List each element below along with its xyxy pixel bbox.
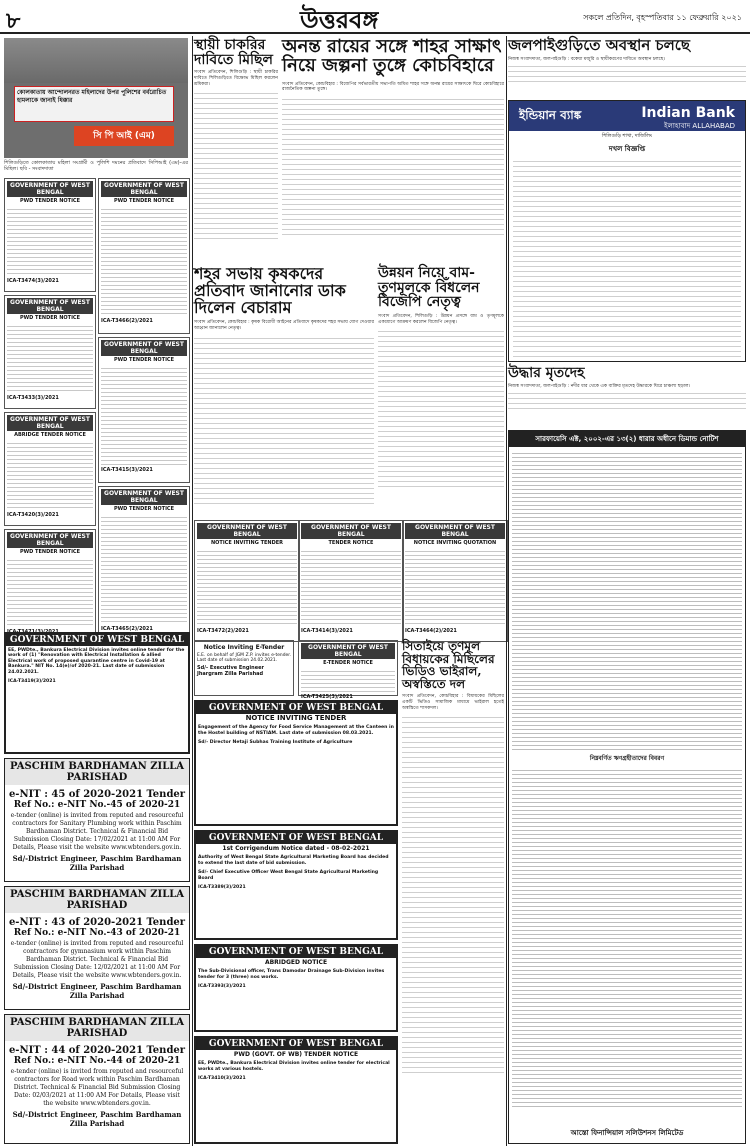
story-body: সংবাদ প্রতিবেদন, কোচবিহার : বিজেপির সর্বভারতীয় সভাপতি অমিত শাহর সঙ্গে অনন্ত রায়ের সাক্ষাৎকে ঘিরে কোচবিহারে রাজনৈতিক জল্পনা তুঙ্গে। xyxy=(282,81,504,93)
headline: শহর সভায় কৃষকদের প্রতিবাদ জানানোর ডাক দিলেন বেচারাম xyxy=(194,264,346,317)
zilla-parishad-notice-2: PASCHIM BARDHAMAN ZILLA PARISHAD e-NIT : 43 of 2020-2021 Tender Ref No.: e-NIT No.-43 of 2020-21 e-tender (online) is invited from reputed and resourceful contractors for gymnasium work within Paschim Bardhaman District. Technical & Financial Bid Submission Closing Date: 12/02/2021 at 11:00 AM For Details, Please visit the website www.wbtenders.gov.in. Sd/-District Engineer, Paschim Bardhaman Zilla Parishad xyxy=(4,886,190,1010)
story-jalpaiguri xyxy=(508,38,746,96)
story-farmers xyxy=(194,266,374,516)
sarfaesi-notice: সারফায়েসি এক্ট, ২০০২-এর ১৩(২) ধারার অধীনে ডিমান্ড নোটিশ নিম্নবর্ণিত ঋণগ্রহীতাদের বিবরণ আস্তো ফিনান্সিয়াল সলিউশনস লিমিটেড xyxy=(508,430,746,1144)
headline: অনন্ত রায়ের সঙ্গে শাহর সাক্ষাৎ নিয়ে জল্পনা তুঙ্গে কোচবিহারে xyxy=(282,36,502,76)
banner: কোলকাতায় আন্দোলনরত মহিলাদের উপর পুলিশের বর্বরোচিত হামলাকে জানাই ধিক্কার xyxy=(14,86,174,122)
story-text-lines xyxy=(378,327,504,487)
notice-title: সারফায়েসি এক্ট, ২০০২-এর ১৩(২) ধারার অধীনে ডিমান্ড নোটিশ xyxy=(509,431,745,447)
headline: উন্নয়ন নিয়ে বাম-তৃণমূলকে বিঁধলেন বিজেপি নেতৃত্ব xyxy=(378,265,480,311)
zilla-parishad-notice-3: PASCHIM BARDHAMAN ZILLA PARISHAD e-NIT : 44 of 2020-2021 Tender Ref No.: e-NIT No.-44 of 2020-21 e-tender (online) is invited from reputed and resourceful contractors for Road work within Paschim Bardhaman District. Technical & Financial Bid Submission Closing Date: 02/03/2021 at 11:00 AM For Details, Please visit the website www.wbtenders.gov.in. Sd/-District Engineer, Paschim Bardhaman Zilla Parishad xyxy=(4,1014,190,1144)
story-body: সংবাদ প্রতিবেদন, শিলিগুড়ি : স্থায়ী চাকরির দাবিতে শিলিগুড়িতে বিক্ষোভ মিছিল করলেন শ্রমিকরা। xyxy=(194,70,278,87)
story-body: নিজস্ব সংবাদদাতা, জলপাইগুড়ি : নদীর ধার থেকে এক ব্যক্তির মৃতদেহ উদ্ধারকে ঘিরে চাঞ্চল্য ছড়াল। xyxy=(508,383,691,389)
gov-notice-bankura: GOVERNMENT OF WEST BENGAL EE, PWDte., Bankura Electrical Division invites online tender for the work of (1) "Renovation with Electrical Installation & allied Electrical work of proposed quarantine centre in Covid-19 at Bankura." NIT No. 14(e)/of 2020-21. Last date of submission 24.02.2021. ICA-T3419(3)/2021 xyxy=(4,632,190,754)
tender-notice: GOVERNMENT OF WEST BENGAL PWD TENDER NOTICE ICA-T3474(3)/2021 xyxy=(4,178,96,292)
story-body: সংবাদ প্রতিবেদন, কোচবিহার : বিধায়কের মিছিলের একটি ভিডিও সামাজিক মাধ্যমে ভাইরাল হতেই অস্বস্তিতে শাসকদল। xyxy=(402,694,504,711)
notice-text-lines xyxy=(513,157,741,357)
story-text-lines xyxy=(508,62,746,86)
photo-caption: শিলিগুড়িতে কোলকাতায় মহিলা সংগ্রামী ও পুলিশি দমনের প্রতিবাদে সিপিআই (এম)-এর মিছিল। ছবি - সংবাদদাতা xyxy=(4,160,188,172)
protest-photo xyxy=(4,38,188,158)
tender-notice: GOVERNMENT OF WEST BENGAL NOTICE INVITING QUOTATION ICA-T3464(2)/2021 xyxy=(402,520,508,642)
story-body: সংবাদ প্রতিবেদন, কোচবিহার : কৃষক বিরোধী আইনের প্রতিবাদে কৃষকদের শহর সভায় যোগ দেওয়ার আহ্বান জানালেন নেতৃত্ব। xyxy=(194,320,374,331)
notice-text-lines-2 xyxy=(512,767,742,1107)
notice-text-lines xyxy=(512,450,742,750)
story-development xyxy=(378,266,504,516)
company-name: আস্তো ফিনান্সিয়াল সলিউশনস লিমিটেড xyxy=(570,1129,684,1137)
gov-notice-nstiam: GOVERNMENT OF WEST BENGAL NOTICE INVITING TENDER Engagement of the Agency for Food Service Management at the Canteen in the Hostel building of NSTIAM. Last date of submission 08.03.2021. Sd/- Director Netaji Subhas Training Institute of Agriculture xyxy=(194,700,398,826)
headline: স্থায়ী চাকরির দাবিতে মিছিল xyxy=(194,37,273,68)
gov-notice-corrigendum: GOVERNMENT OF WEST BENGAL 1st Corrigendum Notice dated - 08-02-2021 Authority of West Bengal State Agricultural Marketing Board has decided to extend the last date of bid submission. Sd/- Chief Executive Officer West Bengal State Agricultural Marketing Board ICA-T3389(3)/2021 xyxy=(194,830,398,940)
section-title: উত্তরবঙ্গ xyxy=(300,5,379,34)
story-text-lines xyxy=(402,713,504,1073)
story-text-lines xyxy=(194,334,374,504)
story-text-lines xyxy=(282,95,504,235)
story-body: সংবাদ প্রতিবেদন, শিলিগুড়ি : উন্নয়ন প্রসঙ্গে বাম ও তৃণমূলকে একযোগে আক্রমণ করলেন বিজেপি নেতৃত্ব। xyxy=(378,314,504,325)
story-permanent-job xyxy=(194,38,278,260)
e-tender-notice: Notice Inviting E-Tender E.E. on behalf of JGM Z.P. invites e-tender. Last date of submission 24.02.2021. Sd/- Executive Engineer Jhargram Zilla Parishad xyxy=(194,640,294,696)
story-body-found xyxy=(508,366,746,426)
story-body: নিজস্ব সংবাদদাতা, জলপাইগুড়ি : বকেয়া মজুরি ও স্থায়ীকরণের দাবিতে অবস্থান চলছে। xyxy=(508,56,666,62)
tender-notice: GOVERNMENT OF WEST BENGAL E-TENDER NOTICE ICA-T3425(3)/2021 xyxy=(298,640,398,696)
tender-notice: GOVERNMENT OF WEST BENGAL NOTICE INVITING TENDER ICA-T3472(2)/2021 xyxy=(194,520,300,642)
tender-notice: GOVERNMENT OF WEST BENGAL ABRIDGE TENDER NOTICE ICA-T3420(3)/2021 xyxy=(4,412,96,526)
tender-notice: GOVERNMENT OF WEST BENGAL TENDER NOTICE ICA-T3414(3)/2021 xyxy=(298,520,404,642)
gov-notice-pwd: GOVERNMENT OF WEST BENGAL PWD (GOVT. OF WB) TENDER NOTICE EE, PWDte., Bankura Electrical Division invites online tender for electrical works at various hostels. ICA-T3410(3)/2021 xyxy=(194,1036,398,1144)
story-video-viral xyxy=(402,640,504,1144)
banner-party: সি পি আই (এম) xyxy=(74,126,174,146)
masthead xyxy=(0,0,750,34)
column-rule xyxy=(506,36,507,1146)
headline: উদ্ধার মৃতদেহ xyxy=(508,365,585,381)
tender-notice: GOVERNMENT OF WEST BENGAL PWD TENDER NOTICE ICA-T3415(3)/2021 xyxy=(98,337,190,483)
crowd xyxy=(4,38,188,83)
bank-header: ইন্ডিয়ান ব্যাঙ্ক Indian Bank ইলাহাবাদ ALLAHABAD xyxy=(509,101,745,131)
gov-notice-abridged: GOVERNMENT OF WEST BENGAL ABRIDGED NOTICE The Sub-Divisional officer, Trans Damodar Drainage Sub-Division invites tender for 3 (three) nos works. ICA-T3393(3)/2021 xyxy=(194,944,398,1032)
bank-notice: ইন্ডিয়ান ব্যাঙ্ক Indian Bank ইলাহাবাদ ALLAHABAD শিলিগুড়ি শাখা, দার্জিলিং দখল বিজ্ঞপ্তি xyxy=(508,100,746,362)
zilla-parishad-notice-1: PASCHIM BARDHAMAN ZILLA PARISHAD e-NIT : 45 of 2020-2021 Tender Ref No.: e-NIT No.-45 of 2020-21 e-tender (online) is invited from reputed and resourceful contractors for Sanitary Plumbing work within Paschim Bardhaman District. Technical & Financial Bid Submission Closing Date: 17/02/2021 at 11:00 AM For Details, Please visit the website www.wbtenders.gov.in. Sd/-District Engineer, Paschim Bardhaman Zilla Parishad xyxy=(4,758,190,882)
tender-notice: GOVERNMENT OF WEST BENGAL PWD TENDER NOTICE xyxy=(4,529,96,643)
notice-title: দখল বিজ্ঞপ্তি xyxy=(608,145,646,153)
tenders-mid-row xyxy=(194,520,504,636)
story-text-lines xyxy=(194,89,278,239)
tender-notice: GOVERNMENT OF WEST BENGAL PWD TENDER NOTICE ICA-T3465(2)/2021 xyxy=(98,486,190,642)
tenders-left-column-a xyxy=(4,178,96,628)
tender-notice: GOVERNMENT OF WEST BENGAL PWD TENDER NOTICE ICA-T3466(2)/2021 xyxy=(98,178,190,334)
headline: সিতাইয়ে তৃণমূল বিধায়কের মিছিলের ভিডিও ভাইরাল, অস্বস্তিতে দল xyxy=(402,639,495,691)
tender-notice: GOVERNMENT OF WEST BENGAL PWD TENDER NOTICE ICA-T3433(3)/2021 xyxy=(4,295,96,409)
column-rule xyxy=(192,36,193,1146)
headline: জলপাইগুড়িতে অবস্থান চলছে xyxy=(508,36,690,54)
page-number: ৮ xyxy=(6,9,21,34)
story-ananta-shah xyxy=(282,38,504,260)
story-text-lines xyxy=(508,389,746,409)
tenders-left-column-b xyxy=(98,178,190,632)
dateline: সকলে প্রতিদিন, বৃহস্পতিবার ১১ ফেব্রুয়ারি ২০২১ xyxy=(583,13,742,22)
